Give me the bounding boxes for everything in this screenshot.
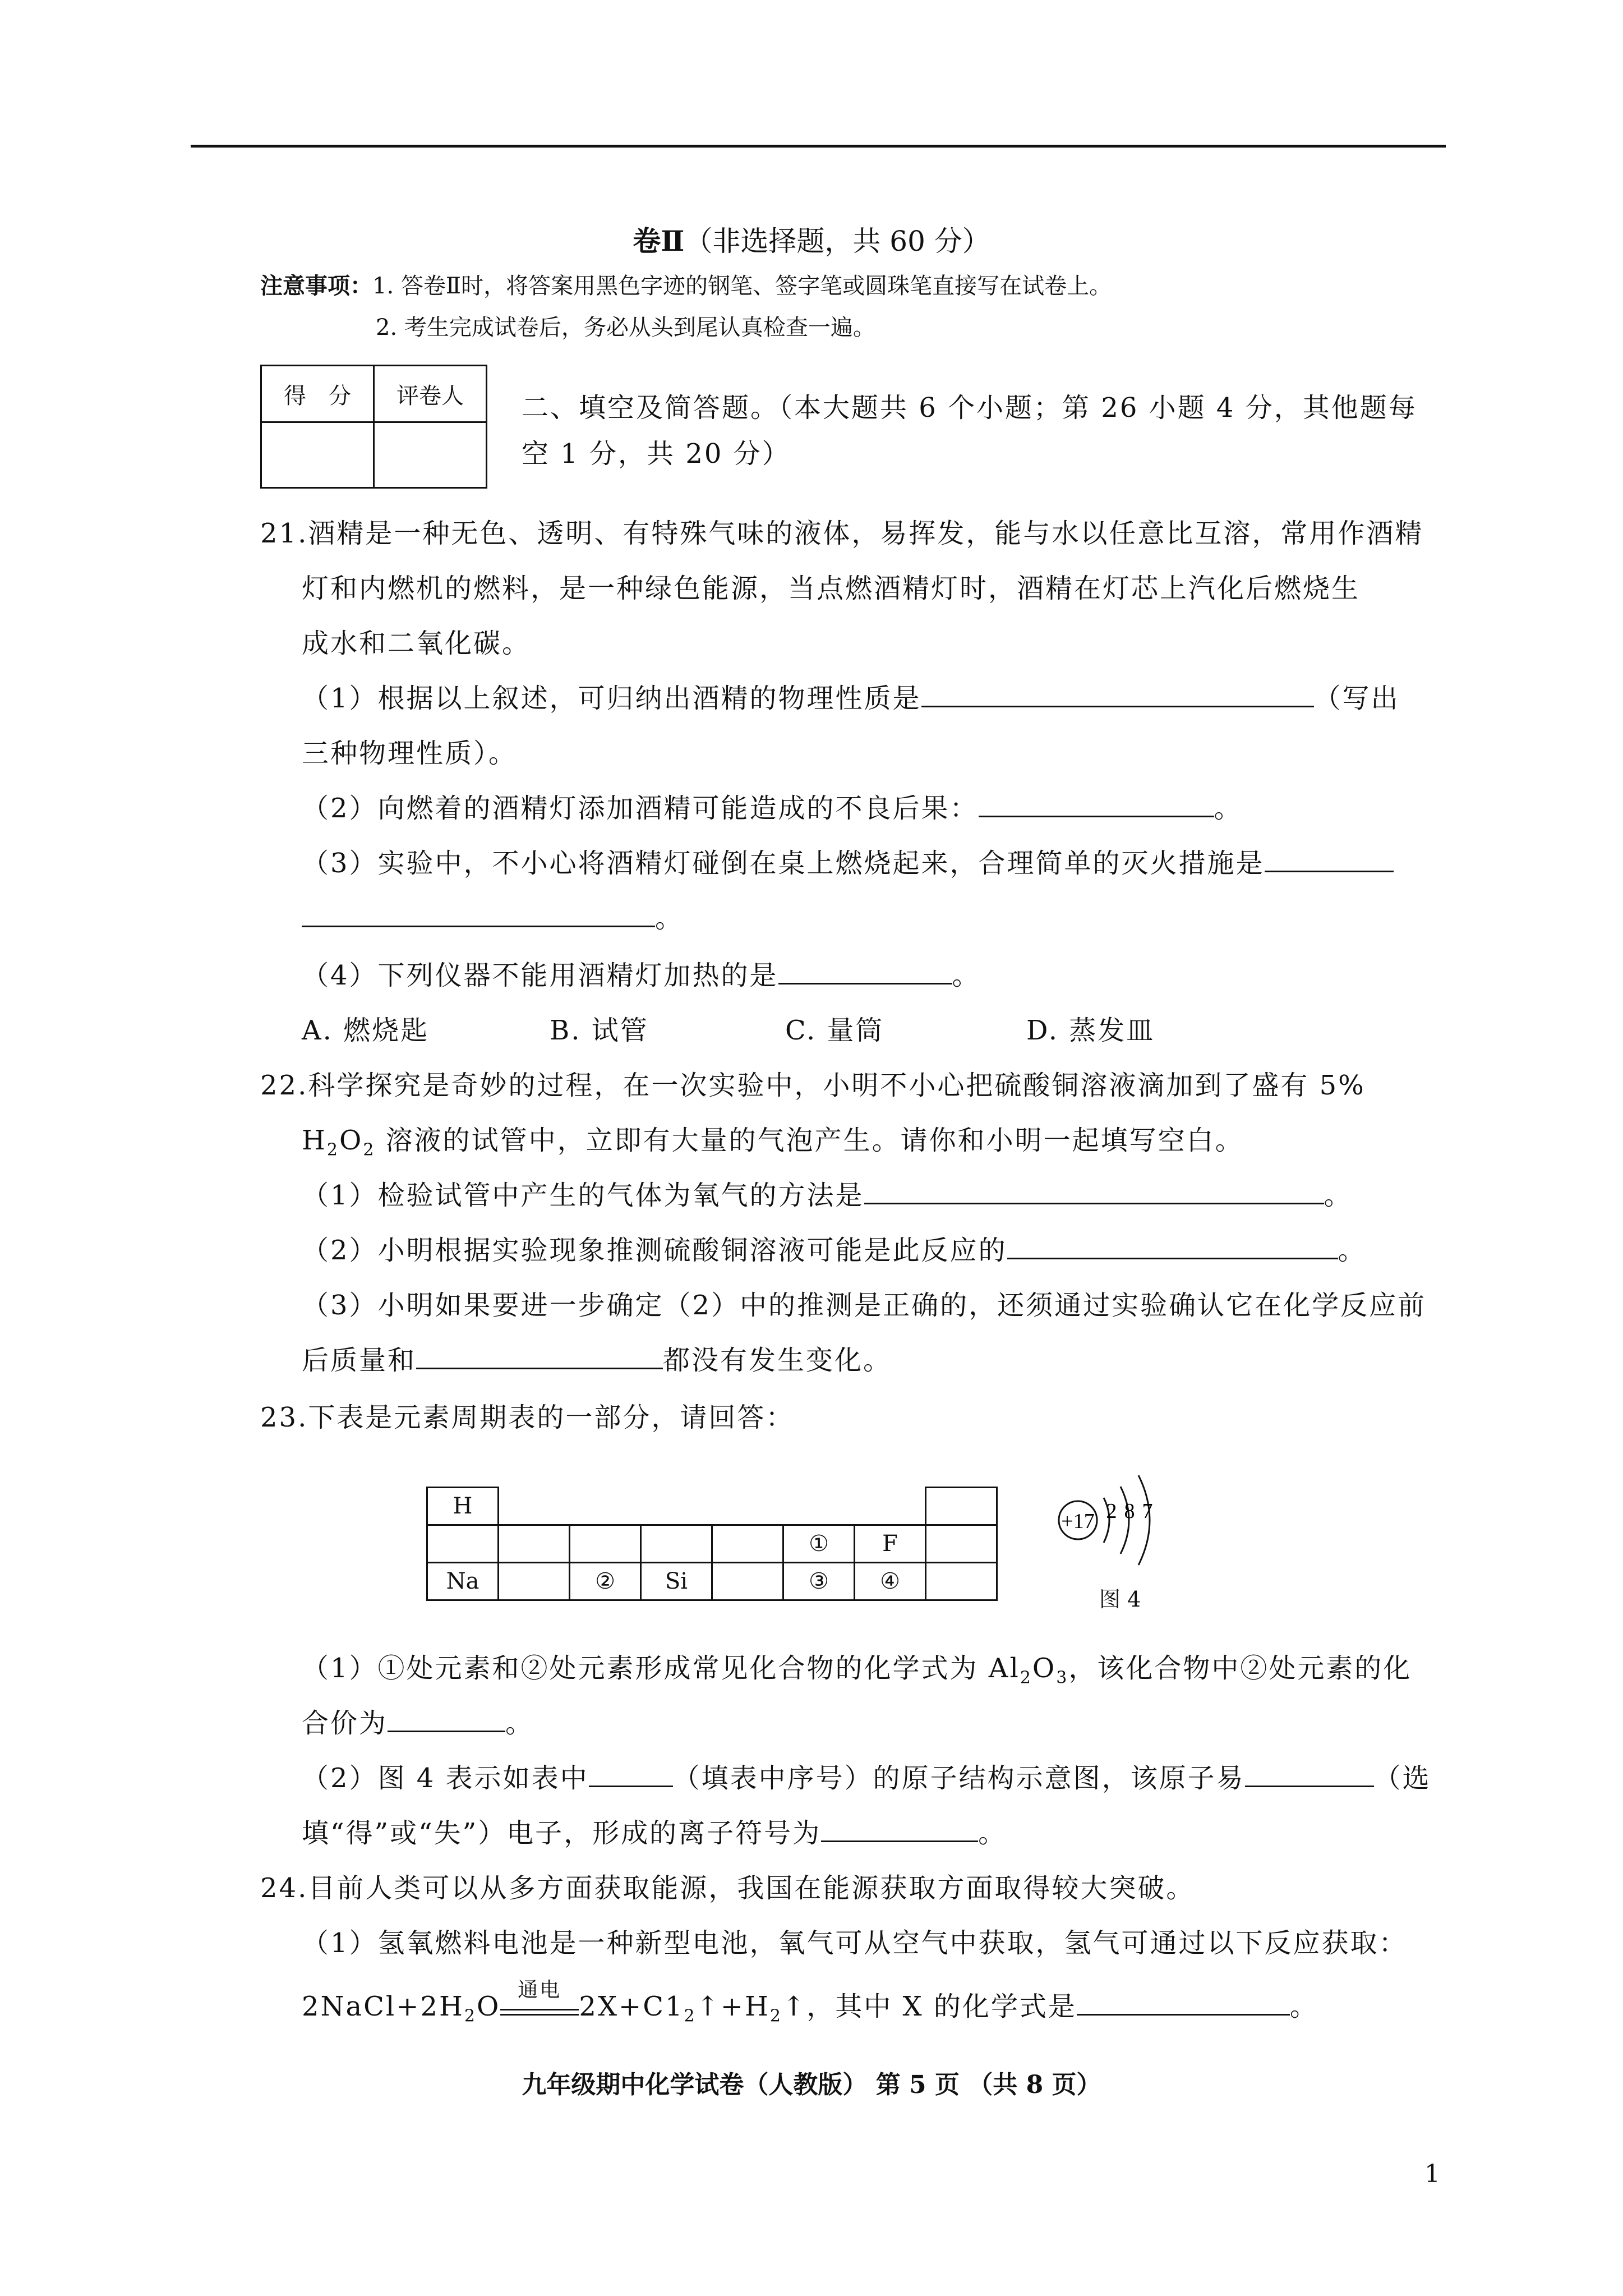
score-box: [260, 365, 487, 489]
reaction-condition-arrow: 通电: [500, 1998, 579, 2016]
q24-blank-1[interactable]: [1077, 1989, 1290, 2016]
nucleus-charge: +17: [1061, 1510, 1095, 1533]
pt-cell-1: ①: [783, 1525, 855, 1563]
q23-part-1-cont: 合价为 。: [302, 1701, 534, 1740]
q23-part-2: （2）图 4 表示如表中 （填表中序号）的原子结构示意图，该原子易 （选: [302, 1756, 1431, 1795]
q23-blank-1[interactable]: [388, 1706, 505, 1732]
q21-blank-3a[interactable]: [1265, 846, 1394, 872]
pt-cell-na: Na: [427, 1563, 499, 1600]
pt-cell-h: H: [427, 1488, 499, 1525]
q21-blank-1[interactable]: [921, 681, 1314, 707]
pt-cell: [499, 1525, 570, 1563]
q21-stem-1: 21.酒精是一种无色、透明、有特殊气味的液体，易挥发，能与水以任意比互溶，常用作酒精: [260, 518, 1424, 549]
shell-count-3: 7: [1142, 1499, 1153, 1523]
q21-part-1-cont: 三种物理性质）。: [302, 738, 518, 769]
atom-diagram-svg: [1054, 1458, 1200, 1588]
pt-cell: [427, 1525, 499, 1563]
section-title: 卷Ⅱ（非选择题，共 60 分）: [633, 224, 990, 257]
pt-cell-noble-1: [926, 1488, 997, 1525]
pt-cell-2: ②: [570, 1563, 641, 1600]
shell-count-2: 8: [1124, 1499, 1135, 1523]
periodic-table: [426, 1487, 998, 1601]
q22-blank-1[interactable]: [864, 1178, 1324, 1204]
q24-part-1: （1）氢氧燃料电池是一种新型电池，氧气可从空气中获取，氢气可通过以下反应获取：: [302, 1927, 1408, 1959]
q21-option-c: C. 量筒: [785, 1015, 884, 1046]
figure-caption: 图 4: [1099, 1587, 1141, 1612]
notes-line-1: 注意事项：1. 答卷Ⅱ时，将答案用黑色字迹的钢笔、签字笔或圆珠笔直接写在试卷上。: [260, 273, 1112, 299]
q21-option-a: A. 燃烧匙: [302, 1015, 430, 1046]
top-rule: [191, 145, 1446, 148]
q22-part-3-cont: 后质量和 都没有发生变化。: [302, 1338, 892, 1377]
pt-cell: [926, 1563, 997, 1600]
q23-part-1: （1）①处元素和②处元素形成常见化合物的化学式为 $Al_2O_3$，该化合物中②处元素的化: [302, 1653, 1412, 1688]
pt-cell: [499, 1563, 570, 1600]
q21-part-2: （2）向燃着的酒精灯添加酒精可能造成的不良后果： 。: [302, 786, 1243, 825]
section-heading-line-2: 空 1 分，共 20 分）: [522, 438, 791, 470]
score-cell[interactable]: [261, 422, 374, 488]
page-number: 1: [1424, 2160, 1440, 2188]
grader-cell[interactable]: [374, 422, 487, 488]
q22-blank-2[interactable]: [1007, 1233, 1338, 1259]
score-label: 得 分: [261, 366, 374, 422]
pt-cell: [570, 1525, 641, 1563]
q22-part-1: （1）检验试管中产生的气体为氧气的方法是 。: [302, 1174, 1353, 1212]
q23-part-2-cont: 填“得”或“失”）电子，形成的离子符号为 。: [302, 1811, 1007, 1850]
pt-cell-3: ③: [783, 1563, 855, 1600]
q21-stem-2: 灯和内燃机的燃料，是一种绿色能源，当点燃酒精灯时，酒精在灯芯上汽化后燃烧生: [302, 573, 1361, 604]
q21-part-3: （3）实验中，不小心将酒精灯碰倒在桌上燃烧起来，合理简单的灭火措施是: [302, 841, 1394, 880]
grader-label: 评卷人: [374, 366, 487, 422]
q23-blank-4[interactable]: [821, 1816, 978, 1842]
q21-blank-2[interactable]: [979, 791, 1214, 817]
pt-cell: [712, 1563, 783, 1600]
page-footer: 九年级期中化学试卷（人教版） 第 5 页 （共 8 页）: [522, 2070, 1101, 2099]
q22-blank-3[interactable]: [416, 1343, 663, 1369]
q23-blank-3[interactable]: [1245, 1761, 1374, 1787]
pt-cell-si: Si: [641, 1563, 712, 1600]
section-heading-line-1: 二、填空及简答题。（本大题共 6 个小题；第 26 小题 4 分，其他题每: [522, 392, 1417, 424]
q22-stem-2: $H_2O_2$ 溶液的试管中，立即有大量的气泡产生。请你和小明一起填写空白。: [302, 1125, 1244, 1160]
pt-cell-f: F: [855, 1525, 926, 1563]
q21-stem-3: 成水和二氧化碳。: [302, 628, 531, 659]
notes-line-2: 2. 考生完成试卷后，务必从头到尾认真检查一遍。: [376, 315, 875, 341]
q21-option-d: D. 蒸发皿: [1026, 1015, 1155, 1046]
q21-option-b: B. 试管: [550, 1015, 649, 1046]
q21-blank-3b[interactable]: [302, 901, 655, 927]
pt-cell: [926, 1525, 997, 1563]
q21-part-1: （1）根据以上叙述，可归纳出酒精的物理性质是 （写出: [302, 677, 1400, 715]
q22-part-2: （2）小明根据实验现象推测硫酸铜溶液可能是此反应的 。: [302, 1228, 1367, 1267]
q23-stem: 23.下表是元素周期表的一部分，请回答：: [260, 1402, 795, 1433]
q21-part-3-cont: 。: [302, 896, 684, 935]
pt-cell: [641, 1525, 712, 1563]
q22-part-3: （3）小明如果要进一步确定（2）中的推测是正确的，还须通过实验确认它在化学反应前: [302, 1290, 1427, 1321]
shell-count-1: 2: [1106, 1499, 1117, 1523]
q23-blank-2[interactable]: [589, 1761, 673, 1787]
q24-equation: $2NaCl+2H_2O$ 通电 $2X+C1_2↑+H_2↑$，其中 X 的化学式是 。: [302, 1978, 1318, 2026]
q21-part-4: （4）下列仪器不能用酒精灯加热的是 。: [302, 954, 981, 992]
pt-cell-4: ④: [855, 1563, 926, 1600]
q22-stem-1: 22.科学探究是奇妙的过程，在一次实验中，小明不小心把硫酸铜溶液滴加到了盛有 5%: [260, 1070, 1366, 1101]
q21-blank-4[interactable]: [778, 958, 952, 984]
q24-stem: 24.目前人类可以从多方面获取能源，我国在能源获取方面取得较大突破。: [260, 1872, 1195, 1904]
pt-cell: [712, 1525, 783, 1563]
atom-structure-diagram: [1054, 1458, 1200, 1612]
